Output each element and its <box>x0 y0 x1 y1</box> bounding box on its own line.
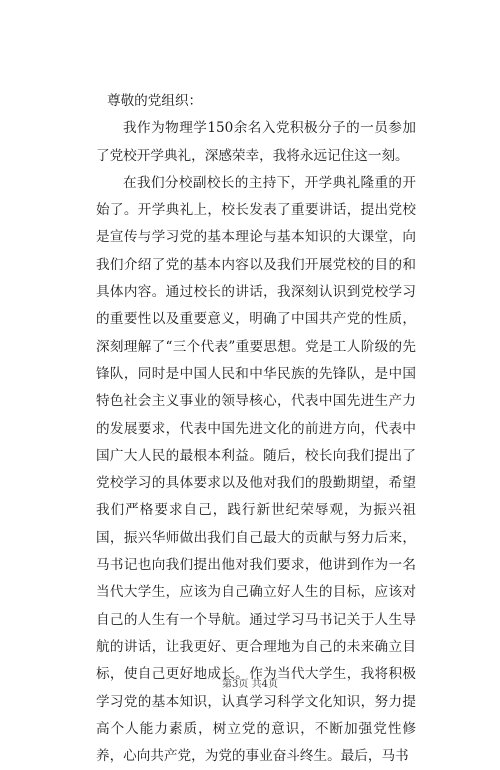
document-body <box>96 88 416 770</box>
page-footer: 第3页 共4页 <box>222 679 278 690</box>
paragraph-2: 在我们分校副校长的主持下，开学典礼隆重的开始了。开学典礼上，校长发表了重要讲话，提出党校是宣传与学习党的基本理论与基本知识的大课堂，向我们介绍了党的基本内容以及我们开展党校的目的和具体内容。通过校长的讲话，我深刻认识到党校学习的重要性以及重要意义，明确了中国共产党的性质，深刻理解了“三个代表”重要思想。党是工人阶级的先锋队，同时是中国人民和中华民族的先锋队，是中国特色社会主义事业的领导核心，代表中国先进生产力的发展要求，代表中国先进文化的前进方向，代表中国广大人民的最根本利益。随后，校长向我们提出了党校学习的具体要求以及他对我们的殷勤期望，希望我们严格要求自己，践行新世纪荣辱观，为振兴祖国，振兴华师做出我们自己最大的贡献与努力后来，马书记也向我们提出他对我们要求，他讲到作为一名当代大学生，应该为自己确立好人生的目标，应该对自己的人生有一个导航。通过学习马书记关于人生导航的讲话，让我更好、更合理地为自己的未来确立目标，使自己更好地成长。作为当代大学生，我将积极学习党的基本知识，认真学习科学文化知识，努力提高个人能力素质，树立党的意识，不断加强党性修养，心向共产党，为党的事业奋斗终生。最后，马书 <box>96 174 416 765</box>
greeting-line: 尊敬的党组织： <box>107 93 203 109</box>
paragraph-1: 我作为物理学150余名入党积极分子的一员参加了党校开学典礼，深感荣幸，我将永远记住这一刻。 <box>96 120 416 164</box>
